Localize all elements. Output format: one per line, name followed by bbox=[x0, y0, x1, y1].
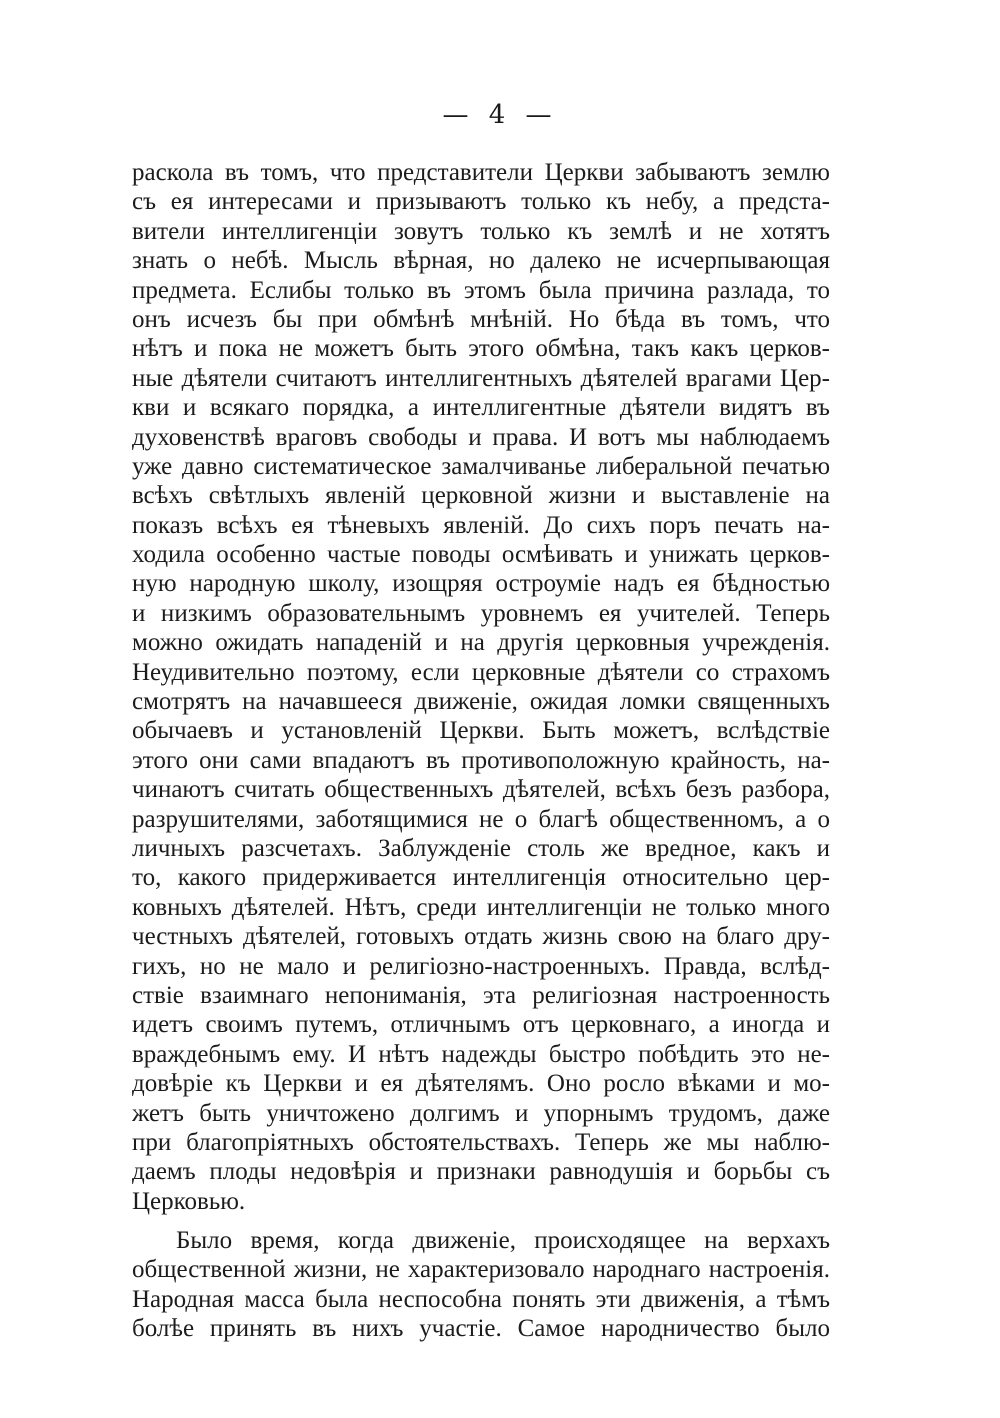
text-line: показъ всѣхъ ея тѣневыхъ явленій. До сихъ поръ печать на- bbox=[132, 511, 830, 539]
paragraph-2 bbox=[132, 1226, 830, 1344]
text-line: обычаевъ и установленій Церкви. Быть можетъ, вслѣдствіе bbox=[132, 717, 830, 745]
text-line: болѣе принять въ нихъ участіе. Самое народничество было bbox=[132, 1315, 830, 1343]
text-line: раскола въ томъ, что представители Церкви забываютъ землю bbox=[132, 159, 830, 186]
text-line: чинаютъ считать общественныхъ дѣятелей, всѣхъ безъ разбора, bbox=[132, 776, 830, 804]
text-line: ствіе взаимнаго непониманія, эта религіозная настроенность bbox=[132, 981, 830, 1009]
text-line: Было время, когда движеніе, происходящее на верхахъ bbox=[176, 1227, 830, 1255]
text-line: Церковью. bbox=[132, 1187, 246, 1215]
text-line: личныхъ разсчетахъ. Заблужденіе столь же вредное, какъ и bbox=[132, 834, 830, 862]
text-line: знать о небѣ. Мысль вѣрная, но далеко не исчерпывающая bbox=[132, 247, 830, 275]
text-line: Народная масса была неспособна понять эти движенія, а тѣмъ bbox=[132, 1285, 830, 1313]
text-line: этого они сами впадаютъ въ противоположную крайность, на- bbox=[132, 746, 830, 774]
text-line: всѣхъ свѣтлыхъ явленій церковной жизни и выставленіе на bbox=[132, 482, 830, 510]
text-line: ные дѣятели считаютъ интеллигентныхъ дѣятелей врагами Цер- bbox=[132, 364, 830, 392]
text-line: ходила особенно частые поводы осмѣивать и унижать церков- bbox=[132, 541, 830, 569]
text-line: съ ея интересами и призываютъ только къ небу, а предста- bbox=[132, 188, 830, 216]
text-line: кви и всякаго порядка, а интеллигентные дѣятели видятъ въ bbox=[132, 394, 830, 422]
paragraph-gap bbox=[132, 1216, 830, 1226]
body-text bbox=[132, 158, 830, 1344]
text-line: и низкимъ образовательнымъ уровнемъ ея учителей. Теперь bbox=[132, 599, 830, 627]
text-line: то, какого придерживается интеллигенція относительно цер- bbox=[132, 864, 830, 892]
text-line: онъ исчезъ бы при обмѣнѣ мнѣній. Но бѣда въ томъ, что bbox=[132, 305, 830, 333]
text-line: смотрятъ на начавшееся движеніе, ожидая ломки священныхъ bbox=[132, 688, 830, 716]
text-line: даемъ плоды недовѣрія и признаки равнодушія и борьбы съ bbox=[132, 1158, 830, 1186]
text-line: общественной жизни, не характеризовало народнаго настроенія. bbox=[132, 1256, 830, 1284]
page-number: — 4 — bbox=[442, 100, 558, 130]
text-line: разрушителями, заботящимися не о благѣ общественномъ, а о bbox=[132, 805, 830, 833]
text-line: вители интеллигенціи зовутъ только къ землѣ и не хотятъ bbox=[132, 217, 830, 245]
text-line: враждебнымъ ему. И нѣтъ надежды быстро побѣдить это не- bbox=[132, 1040, 830, 1068]
text-line: ковныхъ дѣятелей. Нѣтъ, среди интеллигенціи не только много bbox=[132, 893, 830, 921]
text-line: при благопріятныхъ обстоятельствахъ. Теперь же мы наблю- bbox=[132, 1128, 830, 1156]
text-line: предмета. Еслибы только въ этомъ была причина разлада, то bbox=[132, 276, 830, 304]
text-line: духовенствѣ враговъ свободы и права. И вотъ мы наблюдаемъ bbox=[132, 423, 830, 451]
text-line: идетъ своимъ путемъ, отличнымъ отъ церковнаго, а иногда и bbox=[132, 1011, 830, 1039]
text-line: Неудивительно поэтому, если церковные дѣятели со страхомъ bbox=[132, 658, 830, 686]
text-line: можно ожидать нападеній и на другія церковныя учрежденія. bbox=[132, 629, 830, 657]
text-line: нѣтъ и пока не можетъ быть этого обмѣна, такъ какъ церков- bbox=[132, 335, 830, 363]
text-line: жетъ быть уничтожено долгимъ и упорнымъ трудомъ, даже bbox=[132, 1099, 830, 1127]
text-line: уже давно систематическое замалчиванье либеральной печатью bbox=[132, 452, 830, 480]
text-line: гихъ, но не мало и религіозно-настроенныхъ. Правда, вслѣд- bbox=[132, 952, 830, 980]
text-line: ную народную школу, изощряя остроуміе надъ ея бѣдностью bbox=[132, 570, 830, 598]
paragraph-1 bbox=[132, 158, 830, 1216]
text-line: довѣріе къ Церкви и ея дѣятелямъ. Оно росло вѣками и мо- bbox=[132, 1070, 830, 1098]
text-line: честныхъ дѣятелей, готовыхъ отдать жизнь свою на благо дру- bbox=[132, 923, 830, 951]
